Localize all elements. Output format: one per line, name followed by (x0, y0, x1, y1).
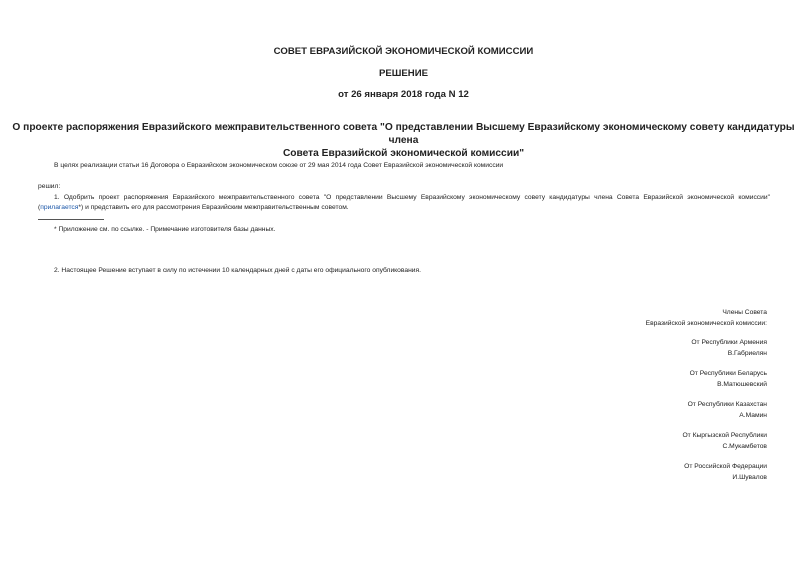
signature-country: От Республики Армения (691, 339, 767, 346)
signature-block-armenia (691, 337, 767, 359)
decided-label: решил: (38, 183, 61, 190)
signature-name: И.Шувалов (732, 474, 767, 481)
document-title (0, 121, 807, 160)
signature-name: С.Мукамбетов (722, 443, 767, 450)
signature-country: От Кыргызской Республики (682, 432, 767, 439)
item-1-text-after: *) и представить его для рассмотрения Евразийским межправительственным советом. (78, 204, 349, 211)
signature-country: От Республики Казахстан (687, 401, 767, 408)
signature-block-kazakhstan (688, 399, 767, 421)
footnote-divider (38, 219, 104, 220)
title-line-2: Совета Евразийской экономической комиссии" (282, 148, 525, 159)
decision-item-2: 2. Настоящее Решение вступает в силу по истечении 10 календарных дней с даты его официального опубликования. (54, 267, 422, 274)
appendix-link[interactable]: прилагается (40, 204, 79, 211)
footnote: * Приложение см. по ссылке. - Примечание изготовителя базы данных. (54, 226, 276, 233)
signature-block-russia (684, 461, 767, 483)
signature-country: От Российской Федерации (684, 463, 767, 470)
document-type-heading: РЕШЕНИЕ (378, 68, 429, 79)
signatures-heading (646, 307, 767, 329)
signature-name: В.Матюшевский (717, 381, 767, 388)
signatures-heading-line-2: Евразийской экономической комиссии: (645, 320, 767, 327)
signature-block-kyrgyzstan (682, 430, 767, 452)
signatures-heading-line-1: Члены Совета (722, 309, 767, 316)
signature-name: А.Мамин (739, 412, 767, 419)
document-date-number: от 26 января 2018 года N 12 (338, 89, 469, 100)
intro-paragraph: В целях реализации статьи 16 Договора о Евразийском экономическом союзе от 29 мая 2014 года Совет Евразийской экономической комиссии (54, 162, 504, 169)
decision-item-1 (38, 193, 770, 213)
item-1-text-before: 1. Одобрить проект распоряжения Евразийского межправительственного совета "О представлении Высшему Евразийскому экономическому совету кандидатуры члена Совета Евразийской экономической комиссии" ( (38, 194, 770, 211)
signature-name: В.Габриелян (727, 350, 767, 357)
signature-country: От Республики Беларусь (689, 370, 767, 377)
signature-block-belarus (690, 368, 767, 390)
title-line-1: О проекте распоряжения Евразийского межправительственного совета "О представлении Высшему Евразийскому экономическому совету кандидатуры члена (12, 122, 795, 146)
organization-heading: СОВЕТ ЕВРАЗИЙСКОЙ ЭКОНОМИЧЕСКОЙ КОМИССИИ (273, 46, 534, 57)
